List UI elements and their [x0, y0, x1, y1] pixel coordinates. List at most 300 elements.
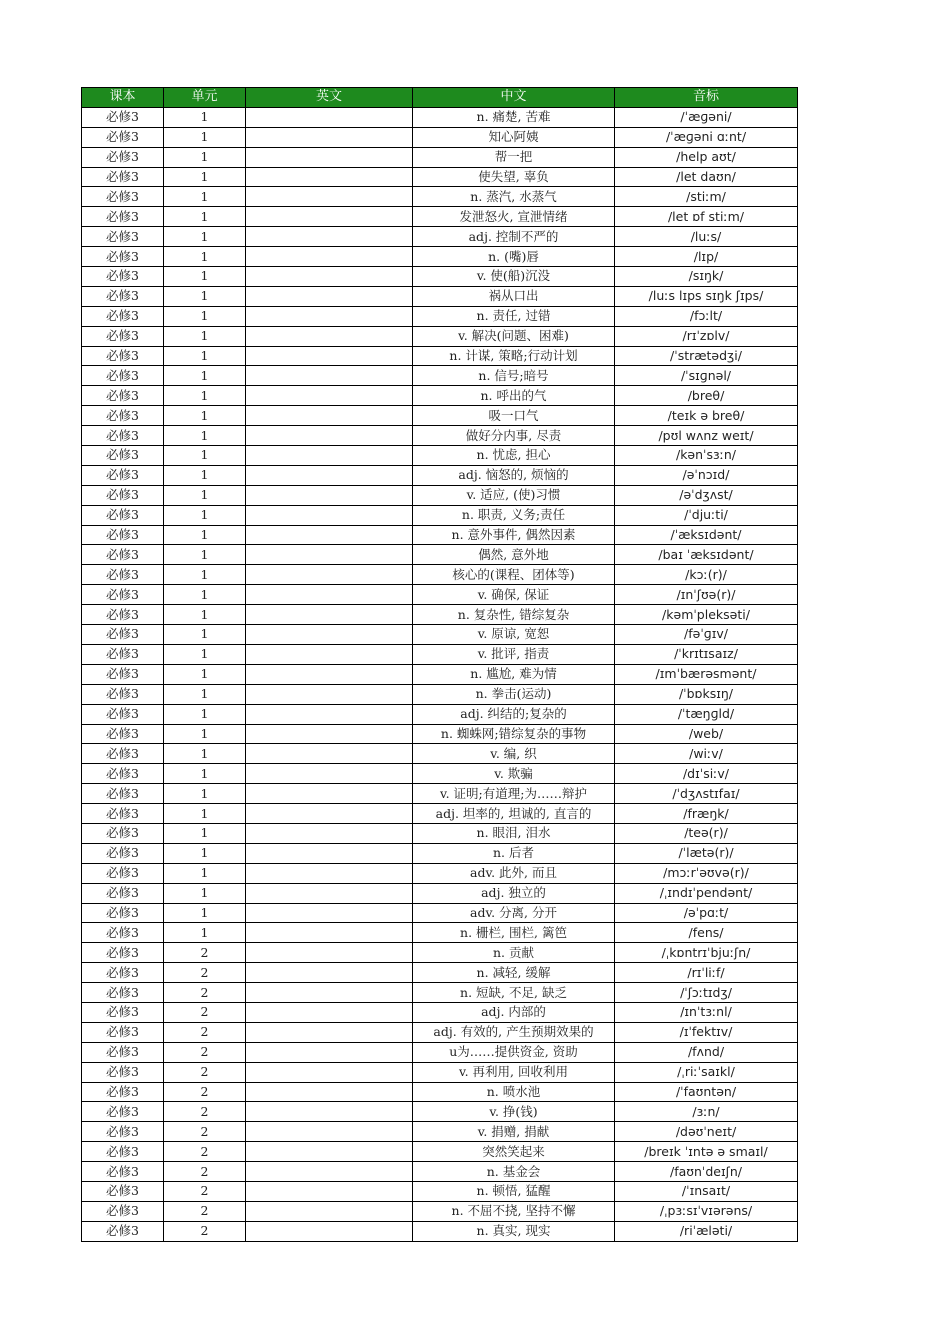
cell-english[interactable]	[246, 1042, 413, 1062]
cell-textbook[interactable]: 必修3	[82, 187, 164, 207]
cell-english[interactable]	[246, 485, 413, 505]
cell-chinese[interactable]: v. 挣(钱)	[413, 1102, 615, 1122]
cell-textbook[interactable]: 必修3	[82, 804, 164, 824]
cell-phonetic[interactable]: /mɔːrˈəʊvə(r)/	[615, 863, 798, 883]
cell-chinese[interactable]: n. 不屈不挠, 坚持不懈	[413, 1201, 615, 1221]
cell-english[interactable]	[246, 1181, 413, 1201]
cell-phonetic[interactable]: /ɪnˈʃʊə(r)/	[615, 585, 798, 605]
cell-phonetic[interactable]: /ˈdjuːti/	[615, 505, 798, 525]
cell-textbook[interactable]: 必修3	[82, 525, 164, 545]
cell-textbook[interactable]: 必修3	[82, 1201, 164, 1221]
cell-unit[interactable]: 1	[164, 207, 246, 227]
cell-textbook[interactable]: 必修3	[82, 684, 164, 704]
cell-phonetic[interactable]: /fəˈɡɪv/	[615, 625, 798, 645]
cell-phonetic[interactable]: /əˈpɑːt/	[615, 903, 798, 923]
cell-chinese[interactable]: 祸从口出	[413, 286, 615, 306]
cell-english[interactable]	[246, 585, 413, 605]
cell-english[interactable]	[246, 247, 413, 267]
cell-english[interactable]	[246, 167, 413, 187]
cell-english[interactable]	[246, 525, 413, 545]
table-row	[82, 1042, 798, 1062]
cell-english[interactable]	[246, 943, 413, 963]
cell-unit[interactable]: 1	[164, 823, 246, 843]
cell-unit[interactable]: 2	[164, 1221, 246, 1241]
cell-english[interactable]	[246, 1142, 413, 1162]
cell-english[interactable]	[246, 724, 413, 744]
cell-textbook[interactable]: 必修3	[82, 386, 164, 406]
cell-unit[interactable]: 1	[164, 326, 246, 346]
cell-phonetic[interactable]: /faʊnˈdeɪʃn/	[615, 1162, 798, 1182]
cell-textbook[interactable]: 必修3	[82, 1122, 164, 1142]
cell-chinese[interactable]: n. 职责, 义务;责任	[413, 505, 615, 525]
cell-phonetic[interactable]: /help aʊt/	[615, 147, 798, 167]
cell-unit[interactable]: 1	[164, 664, 246, 684]
cell-textbook[interactable]: 必修3	[82, 326, 164, 346]
cell-unit[interactable]: 1	[164, 863, 246, 883]
cell-unit[interactable]: 1	[164, 485, 246, 505]
cell-chinese[interactable]: adj. 有效的, 产生预期效果的	[413, 1022, 615, 1042]
cell-phonetic[interactable]: /ˈɪnsaɪt/	[615, 1181, 798, 1201]
cell-unit[interactable]: 1	[164, 406, 246, 426]
table-row	[82, 1162, 798, 1182]
cell-textbook[interactable]: 必修3	[82, 147, 164, 167]
cell-unit[interactable]: 1	[164, 585, 246, 605]
cell-unit[interactable]: 2	[164, 943, 246, 963]
cell-textbook[interactable]: 必修3	[82, 406, 164, 426]
cell-textbook[interactable]: 必修3	[82, 704, 164, 724]
cell-unit[interactable]: 1	[164, 227, 246, 247]
cell-chinese[interactable]: adj. 独立的	[413, 883, 615, 903]
cell-phonetic[interactable]: /riˈæləti/	[615, 1221, 798, 1241]
cell-unit[interactable]: 2	[164, 1122, 246, 1142]
cell-textbook[interactable]: 必修3	[82, 167, 164, 187]
cell-unit[interactable]: 1	[164, 744, 246, 764]
cell-textbook[interactable]: 必修3	[82, 744, 164, 764]
cell-unit[interactable]: 2	[164, 1181, 246, 1201]
cell-phonetic[interactable]: /əˈnɔɪd/	[615, 465, 798, 485]
cell-phonetic[interactable]: /baɪ ˈæksɪdənt/	[615, 545, 798, 565]
cell-chinese[interactable]: n. 真实, 现实	[413, 1221, 615, 1241]
cell-phonetic[interactable]: /wiːv/	[615, 744, 798, 764]
cell-phonetic[interactable]: /let ɒf stiːm/	[615, 207, 798, 227]
cell-english[interactable]	[246, 267, 413, 287]
cell-textbook[interactable]: 必修3	[82, 1142, 164, 1162]
cell-unit[interactable]: 1	[164, 386, 246, 406]
cell-english[interactable]	[246, 605, 413, 625]
cell-textbook[interactable]: 必修3	[82, 764, 164, 784]
cell-english[interactable]	[246, 1201, 413, 1221]
cell-chinese[interactable]: 做好分内事, 尽责	[413, 426, 615, 446]
cell-textbook[interactable]: 必修3	[82, 1062, 164, 1082]
table-row	[82, 267, 798, 287]
cell-unit[interactable]: 2	[164, 1082, 246, 1102]
cell-unit[interactable]: 1	[164, 107, 246, 127]
cell-english[interactable]	[246, 1062, 413, 1082]
cell-english[interactable]	[246, 823, 413, 843]
cell-chinese[interactable]: v. 证明;有道理;为……辩护	[413, 784, 615, 804]
cell-english[interactable]	[246, 207, 413, 227]
table-row	[82, 664, 798, 684]
cell-chinese[interactable]: 帮一把	[413, 147, 615, 167]
cell-phonetic[interactable]: /rɪˈzɒlv/	[615, 326, 798, 346]
cell-textbook[interactable]: 必修3	[82, 565, 164, 585]
cell-english[interactable]	[246, 1122, 413, 1142]
cell-unit[interactable]: 2	[164, 983, 246, 1003]
cell-english[interactable]	[246, 883, 413, 903]
cell-english[interactable]	[246, 1082, 413, 1102]
cell-phonetic[interactable]: /ˈæɡəni/	[615, 107, 798, 127]
cell-chinese[interactable]: n. 蒸汽, 水蒸气	[413, 187, 615, 207]
cell-textbook[interactable]: 必修3	[82, 883, 164, 903]
cell-textbook[interactable]: 必修3	[82, 724, 164, 744]
cell-english[interactable]	[246, 963, 413, 983]
cell-english[interactable]	[246, 426, 413, 446]
cell-phonetic[interactable]: /ˌpɜːsɪˈvɪərəns/	[615, 1201, 798, 1221]
table-row	[82, 286, 798, 306]
cell-textbook[interactable]: 必修3	[82, 465, 164, 485]
cell-unit[interactable]: 2	[164, 1002, 246, 1022]
cell-unit[interactable]: 1	[164, 167, 246, 187]
cell-textbook[interactable]: 必修3	[82, 1002, 164, 1022]
cell-english[interactable]	[246, 465, 413, 485]
cell-unit[interactable]: 1	[164, 704, 246, 724]
table-row	[82, 565, 798, 585]
cell-phonetic[interactable]: /teɪk ə breθ/	[615, 406, 798, 426]
cell-chinese[interactable]: n. 呼出的气	[413, 386, 615, 406]
cell-chinese[interactable]: n. 顿悟, 猛醒	[413, 1181, 615, 1201]
cell-textbook[interactable]: 必修3	[82, 943, 164, 963]
cell-unit[interactable]: 1	[164, 306, 246, 326]
cell-english[interactable]	[246, 704, 413, 724]
cell-phonetic[interactable]: /ˈæɡəni ɑːnt/	[615, 127, 798, 147]
cell-chinese[interactable]: n. 后者	[413, 843, 615, 863]
cell-phonetic[interactable]: /kəmˈpleksəti/	[615, 605, 798, 625]
cell-chinese[interactable]: v. 使(船)沉没	[413, 267, 615, 287]
cell-phonetic[interactable]: /stiːm/	[615, 187, 798, 207]
cell-textbook[interactable]: 必修3	[82, 1102, 164, 1122]
table-row	[82, 823, 798, 843]
cell-textbook[interactable]: 必修3	[82, 247, 164, 267]
cell-unit[interactable]: 1	[164, 366, 246, 386]
cell-unit[interactable]: 1	[164, 525, 246, 545]
cell-phonetic[interactable]: /rɪˈliːf/	[615, 963, 798, 983]
cell-unit[interactable]: 1	[164, 883, 246, 903]
cell-unit[interactable]: 1	[164, 545, 246, 565]
cell-phonetic[interactable]: /luːs/	[615, 227, 798, 247]
cell-phonetic[interactable]: /ɜːn/	[615, 1102, 798, 1122]
cell-textbook[interactable]: 必修3	[82, 446, 164, 466]
cell-unit[interactable]: 1	[164, 724, 246, 744]
cell-chinese[interactable]: n. 贡献	[413, 943, 615, 963]
cell-phonetic[interactable]: /breθ/	[615, 386, 798, 406]
cell-phonetic[interactable]: /ˌkɒntrɪˈbjuːʃn/	[615, 943, 798, 963]
cell-unit[interactable]: 2	[164, 1142, 246, 1162]
cell-textbook[interactable]: 必修3	[82, 843, 164, 863]
cell-chinese[interactable]: u为……提供资金, 资助	[413, 1042, 615, 1062]
cell-chinese[interactable]: n. 忧虑, 担心	[413, 446, 615, 466]
cell-phonetic[interactable]: /luːs lɪps sɪŋk ʃɪps/	[615, 286, 798, 306]
cell-english[interactable]	[246, 545, 413, 565]
cell-unit[interactable]: 2	[164, 963, 246, 983]
cell-textbook[interactable]: 必修3	[82, 863, 164, 883]
cell-english[interactable]	[246, 187, 413, 207]
header-row	[82, 88, 798, 108]
table-row	[82, 465, 798, 485]
cell-phonetic[interactable]: /ˌɪndɪˈpendənt/	[615, 883, 798, 903]
cell-unit[interactable]: 1	[164, 247, 246, 267]
cell-phonetic[interactable]: /fræŋk/	[615, 804, 798, 824]
cell-unit[interactable]: 1	[164, 843, 246, 863]
cell-textbook[interactable]: 必修3	[82, 823, 164, 843]
cell-chinese[interactable]: adj. 控制不严的	[413, 227, 615, 247]
cell-chinese[interactable]: adv. 分离, 分开	[413, 903, 615, 923]
cell-unit[interactable]: 1	[164, 267, 246, 287]
cell-chinese[interactable]: adv. 此外, 而且	[413, 863, 615, 883]
cell-chinese[interactable]: 知心阿姨	[413, 127, 615, 147]
cell-unit[interactable]: 1	[164, 346, 246, 366]
cell-phonetic[interactable]: /ˈsɪɡnəl/	[615, 366, 798, 386]
cell-phonetic[interactable]: /pʊl wʌnz weɪt/	[615, 426, 798, 446]
cell-unit[interactable]: 1	[164, 764, 246, 784]
cell-english[interactable]	[246, 664, 413, 684]
cell-chinese[interactable]: v. 再利用, 回收利用	[413, 1062, 615, 1082]
cell-english[interactable]	[246, 446, 413, 466]
cell-phonetic[interactable]: /ˌriːˈsaɪkl/	[615, 1062, 798, 1082]
cell-textbook[interactable]: 必修3	[82, 545, 164, 565]
cell-english[interactable]	[246, 505, 413, 525]
cell-chinese[interactable]: 偶然, 意外地	[413, 545, 615, 565]
cell-phonetic[interactable]: /sɪŋk/	[615, 267, 798, 287]
cell-unit[interactable]: 1	[164, 426, 246, 446]
table-row	[82, 1221, 798, 1241]
cell-phonetic[interactable]: /ˈbɒksɪŋ/	[615, 684, 798, 704]
cell-english[interactable]	[246, 1022, 413, 1042]
cell-chinese[interactable]: n. 意外事件, 偶然因素	[413, 525, 615, 545]
cell-chinese[interactable]: n. 尴尬, 难为情	[413, 664, 615, 684]
cell-chinese[interactable]: n. 复杂性, 错综复杂	[413, 605, 615, 625]
cell-english[interactable]	[246, 843, 413, 863]
cell-phonetic[interactable]: /ɪmˈbærəsmənt/	[615, 664, 798, 684]
table-row	[82, 684, 798, 704]
cell-chinese[interactable]: v. 批评, 指责	[413, 644, 615, 664]
cell-english[interactable]	[246, 1221, 413, 1241]
cell-textbook[interactable]: 必修3	[82, 1181, 164, 1201]
cell-chinese[interactable]: v. 解决(问题、困难)	[413, 326, 615, 346]
cell-chinese[interactable]: n. 计谋, 策略;行动计划	[413, 346, 615, 366]
cell-phonetic[interactable]: /kɔː(r)/	[615, 565, 798, 585]
table-row	[82, 585, 798, 605]
cell-english[interactable]	[246, 804, 413, 824]
cell-english[interactable]	[246, 565, 413, 585]
cell-chinese[interactable]: n. 喷水池	[413, 1082, 615, 1102]
cell-phonetic[interactable]: /fɔːlt/	[615, 306, 798, 326]
table-row	[82, 784, 798, 804]
cell-english[interactable]	[246, 983, 413, 1003]
table-row	[82, 1062, 798, 1082]
cell-textbook[interactable]: 必修3	[82, 1221, 164, 1241]
cell-chinese[interactable]: v. 编, 织	[413, 744, 615, 764]
cell-phonetic[interactable]: /ˈfaʊntən/	[615, 1082, 798, 1102]
cell-phonetic[interactable]: /web/	[615, 724, 798, 744]
cell-chinese[interactable]: n. 信号;暗号	[413, 366, 615, 386]
cell-chinese[interactable]: adj. 坦率的, 坦诚的, 直言的	[413, 804, 615, 824]
cell-phonetic[interactable]: /ˈkrɪtɪsaɪz/	[615, 644, 798, 664]
cell-chinese[interactable]: n. 拳击(运动)	[413, 684, 615, 704]
cell-english[interactable]	[246, 784, 413, 804]
cell-unit[interactable]: 2	[164, 1062, 246, 1082]
cell-textbook[interactable]: 必修3	[82, 923, 164, 943]
cell-unit[interactable]: 1	[164, 804, 246, 824]
cell-english[interactable]	[246, 147, 413, 167]
cell-textbook[interactable]: 必修3	[82, 1082, 164, 1102]
cell-phonetic[interactable]: /əˈdʒʌst/	[615, 485, 798, 505]
cell-english[interactable]	[246, 386, 413, 406]
cell-english[interactable]	[246, 744, 413, 764]
cell-phonetic[interactable]: /ˈʃɔːtɪdʒ/	[615, 983, 798, 1003]
cell-english[interactable]	[246, 326, 413, 346]
cell-unit[interactable]: 1	[164, 784, 246, 804]
cell-chinese[interactable]: v. 确保, 保证	[413, 585, 615, 605]
cell-unit[interactable]: 1	[164, 286, 246, 306]
cell-english[interactable]	[246, 644, 413, 664]
cell-chinese[interactable]: n. 栅栏, 围栏, 篱笆	[413, 923, 615, 943]
cell-textbook[interactable]: 必修3	[82, 784, 164, 804]
cell-unit[interactable]: 1	[164, 565, 246, 585]
cell-textbook[interactable]: 必修3	[82, 127, 164, 147]
cell-unit[interactable]: 1	[164, 644, 246, 664]
cell-chinese[interactable]: v. 欺骗	[413, 764, 615, 784]
cell-unit[interactable]: 2	[164, 1162, 246, 1182]
cell-textbook[interactable]: 必修3	[82, 485, 164, 505]
cell-unit[interactable]: 1	[164, 147, 246, 167]
cell-chinese[interactable]: n. 责任, 过错	[413, 306, 615, 326]
cell-unit[interactable]: 2	[164, 1022, 246, 1042]
cell-english[interactable]	[246, 286, 413, 306]
cell-textbook[interactable]: 必修3	[82, 664, 164, 684]
cell-phonetic[interactable]: /ˈtæŋɡld/	[615, 704, 798, 724]
cell-chinese[interactable]: n. 短缺, 不足, 缺乏	[413, 983, 615, 1003]
cell-textbook[interactable]: 必修3	[82, 1042, 164, 1062]
cell-phonetic[interactable]: /ˈlætə(r)/	[615, 843, 798, 863]
cell-unit[interactable]: 1	[164, 127, 246, 147]
cell-textbook[interactable]: 必修3	[82, 505, 164, 525]
cell-english[interactable]	[246, 684, 413, 704]
cell-unit[interactable]: 1	[164, 923, 246, 943]
cell-unit[interactable]: 1	[164, 465, 246, 485]
cell-chinese[interactable]: adj. 内部的	[413, 1002, 615, 1022]
cell-textbook[interactable]: 必修3	[82, 107, 164, 127]
cell-textbook[interactable]: 必修3	[82, 605, 164, 625]
cell-chinese[interactable]: v. 原谅, 宽恕	[413, 625, 615, 645]
cell-phonetic[interactable]: /kənˈsɜːn/	[615, 446, 798, 466]
cell-unit[interactable]: 1	[164, 903, 246, 923]
cell-chinese[interactable]: adj. 纠结的;复杂的	[413, 704, 615, 724]
cell-textbook[interactable]: 必修3	[82, 306, 164, 326]
cell-english[interactable]	[246, 227, 413, 247]
cell-english[interactable]	[246, 306, 413, 326]
cell-textbook[interactable]: 必修3	[82, 366, 164, 386]
cell-english[interactable]	[246, 366, 413, 386]
cell-phonetic[interactable]: /fens/	[615, 923, 798, 943]
cell-english[interactable]	[246, 346, 413, 366]
cell-textbook[interactable]: 必修3	[82, 983, 164, 1003]
cell-phonetic[interactable]: /dəʊˈneɪt/	[615, 1122, 798, 1142]
cell-unit[interactable]: 1	[164, 505, 246, 525]
cell-phonetic[interactable]: /lɪp/	[615, 247, 798, 267]
cell-phonetic[interactable]: /ɪnˈtɜːnl/	[615, 1002, 798, 1022]
cell-english[interactable]	[246, 406, 413, 426]
cell-english[interactable]	[246, 903, 413, 923]
cell-phonetic[interactable]: /teə(r)/	[615, 823, 798, 843]
cell-chinese[interactable]: n. 眼泪, 泪水	[413, 823, 615, 843]
cell-english[interactable]	[246, 863, 413, 883]
cell-textbook[interactable]: 必修3	[82, 227, 164, 247]
cell-phonetic[interactable]: /ɪˈfektɪv/	[615, 1022, 798, 1042]
cell-textbook[interactable]: 必修3	[82, 267, 164, 287]
cell-unit[interactable]: 2	[164, 1201, 246, 1221]
cell-chinese[interactable]: 突然笑起来	[413, 1142, 615, 1162]
cell-chinese[interactable]: v. 捐赠, 捐献	[413, 1122, 615, 1142]
cell-chinese[interactable]: 吸一口气	[413, 406, 615, 426]
cell-textbook[interactable]: 必修3	[82, 346, 164, 366]
cell-phonetic[interactable]: /ˈstrætədʒi/	[615, 346, 798, 366]
cell-textbook[interactable]: 必修3	[82, 207, 164, 227]
cell-unit[interactable]: 1	[164, 625, 246, 645]
cell-phonetic[interactable]: /ˈæksɪdənt/	[615, 525, 798, 545]
table-row	[82, 1122, 798, 1142]
cell-phonetic[interactable]: /dɪˈsiːv/	[615, 764, 798, 784]
cell-unit[interactable]: 2	[164, 1102, 246, 1122]
cell-english[interactable]	[246, 923, 413, 943]
cell-english[interactable]	[246, 107, 413, 127]
cell-chinese[interactable]: v. 适应, (使)习惯	[413, 485, 615, 505]
cell-chinese[interactable]: n. 基金会	[413, 1162, 615, 1182]
cell-textbook[interactable]: 必修3	[82, 426, 164, 446]
cell-textbook[interactable]: 必修3	[82, 1022, 164, 1042]
cell-unit[interactable]: 1	[164, 684, 246, 704]
cell-chinese[interactable]: 使失望, 辜负	[413, 167, 615, 187]
cell-chinese[interactable]: 核心的(课程、团体等)	[413, 565, 615, 585]
cell-english[interactable]	[246, 127, 413, 147]
cell-chinese[interactable]: adj. 恼怒的, 烦恼的	[413, 465, 615, 485]
cell-textbook[interactable]: 必修3	[82, 903, 164, 923]
cell-chinese[interactable]: n. 痛楚, 苦难	[413, 107, 615, 127]
cell-english[interactable]	[246, 625, 413, 645]
cell-phonetic[interactable]: /let daʊn/	[615, 167, 798, 187]
cell-textbook[interactable]: 必修3	[82, 644, 164, 664]
cell-phonetic[interactable]: /fʌnd/	[615, 1042, 798, 1062]
cell-english[interactable]	[246, 1002, 413, 1022]
cell-english[interactable]	[246, 1102, 413, 1122]
cell-phonetic[interactable]: /ˈdʒʌstɪfaɪ/	[615, 784, 798, 804]
cell-phonetic[interactable]: /breɪk ˈɪntə ə smaɪl/	[615, 1142, 798, 1162]
cell-textbook[interactable]: 必修3	[82, 625, 164, 645]
cell-unit[interactable]: 2	[164, 1042, 246, 1062]
cell-textbook[interactable]: 必修3	[82, 286, 164, 306]
cell-chinese[interactable]: n. 减轻, 缓解	[413, 963, 615, 983]
cell-chinese[interactable]: 发泄怒火, 宣泄情绪	[413, 207, 615, 227]
cell-textbook[interactable]: 必修3	[82, 1162, 164, 1182]
cell-chinese[interactable]: n. (嘴)唇	[413, 247, 615, 267]
cell-textbook[interactable]: 必修3	[82, 585, 164, 605]
cell-chinese[interactable]: n. 蜘蛛网;错综复杂的事物	[413, 724, 615, 744]
cell-english[interactable]	[246, 764, 413, 784]
cell-textbook[interactable]: 必修3	[82, 963, 164, 983]
cell-unit[interactable]: 1	[164, 187, 246, 207]
cell-english[interactable]	[246, 1162, 413, 1182]
cell-unit[interactable]: 1	[164, 605, 246, 625]
cell-unit[interactable]: 1	[164, 446, 246, 466]
